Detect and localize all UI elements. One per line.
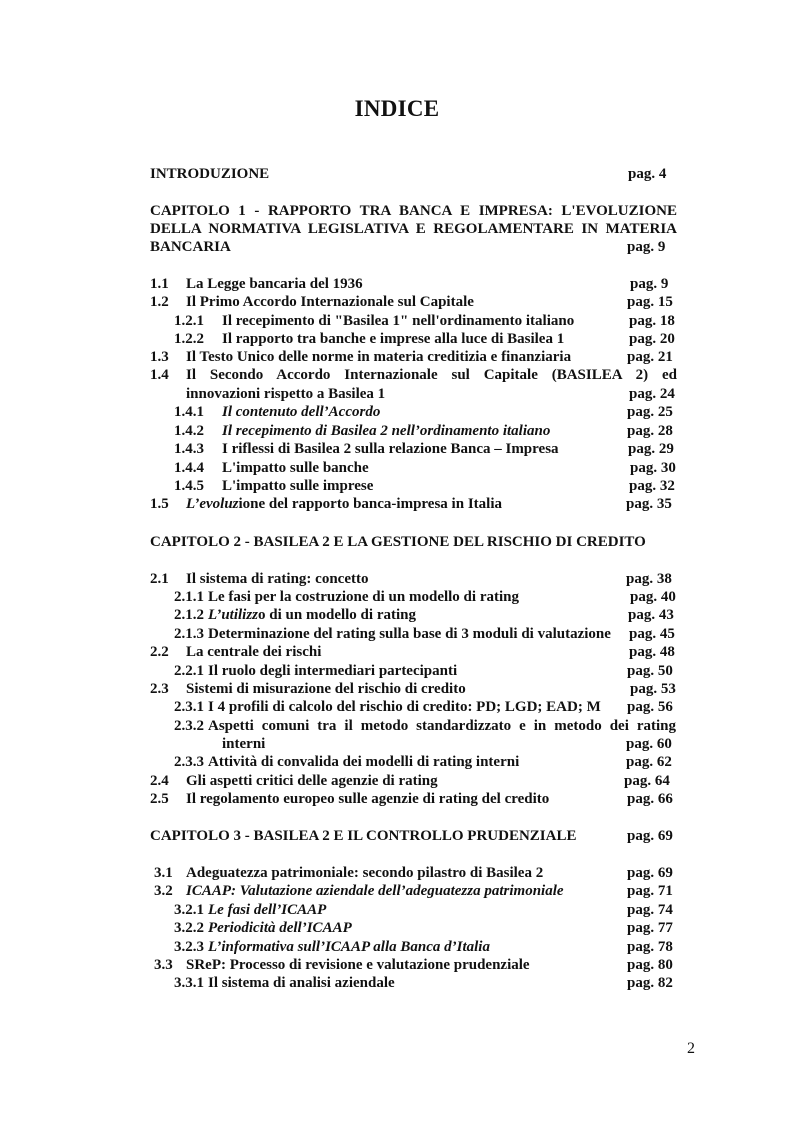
toc-text: L'impatto sulle imprese bbox=[222, 478, 374, 494]
toc-text: Il recepimento di "Basilea 1" nell'ordinamento italiano bbox=[222, 313, 575, 329]
toc-num: 3.3 bbox=[154, 957, 173, 973]
toc-num: 1.2.1 bbox=[174, 313, 204, 329]
toc-page: pag. 60 bbox=[626, 736, 672, 752]
toc-text bbox=[208, 606, 416, 624]
toc-page: pag. 66 bbox=[627, 791, 673, 807]
toc-text: Gli aspetti critici delle agenzie di rating bbox=[186, 773, 438, 789]
toc-text: SReP: Processo di revisione e valutazione prudenziale bbox=[186, 957, 530, 973]
toc-num: 1.1 bbox=[150, 276, 169, 292]
toc-num: 2.3 bbox=[150, 681, 169, 697]
toc-num: 2.1.1 bbox=[174, 589, 204, 605]
toc-page: pag. 21 bbox=[627, 349, 673, 365]
toc-text: Le fasi per la costruzione di un modello di rating bbox=[208, 589, 519, 605]
toc-text: I 4 profili di calcolo del rischio di credito: PD; LGD; EAD; M bbox=[208, 699, 601, 715]
toc-text-rest: ione del rapporto banca-impresa in Italia bbox=[238, 496, 502, 512]
page-title: INDICE bbox=[354, 96, 440, 121]
toc-num: 1.2 bbox=[150, 294, 169, 310]
toc-page: pag. 74 bbox=[627, 902, 673, 918]
toc-num: 1.4.1 bbox=[174, 404, 204, 420]
page-number: 2 bbox=[687, 1040, 695, 1057]
toc-num: 1.4.4 bbox=[174, 460, 204, 476]
toc-num: 2.2 bbox=[150, 644, 169, 660]
toc-num: 1.4.2 bbox=[174, 423, 204, 439]
toc-text: L’informativa sull’ICAAP alla Banca d’Italia bbox=[208, 939, 490, 955]
toc-text bbox=[186, 495, 502, 513]
toc-page: pag. 24 bbox=[629, 386, 675, 402]
toc-text: ICAAP: Valutazione aziendale dell’adeguatezza patrimoniale bbox=[186, 883, 564, 899]
toc-page: pag. 40 bbox=[630, 589, 676, 605]
toc-text-italic: L’utilizz bbox=[208, 607, 259, 623]
toc-page: pag. 69 bbox=[627, 865, 673, 881]
toc-page: pag. 29 bbox=[628, 441, 674, 457]
toc-text: L'impatto sulle banche bbox=[222, 460, 369, 476]
toc-page: pag. 28 bbox=[627, 423, 673, 439]
toc-text: Adeguatezza patrimoniale: secondo pilastro di Basilea 2 bbox=[186, 865, 544, 881]
toc-text: Il sistema di rating: concetto bbox=[186, 571, 369, 587]
toc-page: pag. 30 bbox=[630, 460, 676, 476]
toc-page: pag. 80 bbox=[627, 957, 673, 973]
toc-num: 2.3.3 bbox=[174, 754, 204, 770]
toc-page: pag. 20 bbox=[629, 331, 675, 347]
toc-num: 2.5 bbox=[150, 791, 169, 807]
toc-page: pag. 43 bbox=[628, 607, 674, 623]
toc-num: 2.3.2 bbox=[174, 718, 204, 734]
toc-num: 1.4.3 bbox=[174, 441, 204, 457]
toc-text-italic: L’evoluz bbox=[186, 496, 239, 512]
cap2-heading: CAPITOLO 2 - BASILEA 2 E LA GESTIONE DEL RISCHIO DI CREDITO bbox=[150, 534, 646, 550]
toc-text: I riflessi di Basilea 2 sulla relazione Banca – Impresa bbox=[222, 441, 559, 457]
toc-text: Aspetti comuni tra il metodo standardizzato e in metodo dei rating bbox=[208, 718, 676, 734]
cap1-heading-line1: CAPITOLO 1 - RAPPORTO TRA BANCA E IMPRESA: L'EVOLUZIONE bbox=[150, 203, 677, 219]
intro-label: INTRODUZIONE bbox=[150, 166, 270, 182]
toc-text: Il sistema di analisi aziendale bbox=[208, 975, 395, 991]
toc-text: Le fasi dell’ICAAP bbox=[208, 902, 327, 918]
cap3-page: pag. 69 bbox=[627, 828, 673, 844]
toc-text: La centrale dei rischi bbox=[186, 644, 322, 660]
toc-text-rest: o di un modello di rating bbox=[258, 607, 416, 623]
toc-num: 1.2.2 bbox=[174, 331, 204, 347]
toc-page: pag. 18 bbox=[629, 313, 675, 329]
toc-text: La Legge bancaria del 1936 bbox=[186, 276, 363, 292]
toc-page: pag. 9 bbox=[630, 276, 669, 292]
toc-num: 3.2 bbox=[154, 883, 173, 899]
toc-num: 3.3.1 bbox=[174, 975, 204, 991]
cap1-heading-line2: DELLA NORMATIVA LEGISLATIVA E REGOLAMENTARE IN MATERIA bbox=[150, 221, 677, 237]
toc-page: pag. 56 bbox=[627, 699, 673, 715]
cap1-heading-line3: BANCARIA bbox=[150, 239, 231, 255]
toc-page: pag. 77 bbox=[627, 920, 673, 936]
toc-page: pag. 25 bbox=[627, 404, 673, 420]
toc-text: Sistemi di misurazione del rischio di credito bbox=[186, 681, 466, 697]
toc-num: 3.2.1 bbox=[174, 902, 204, 918]
toc-text: Il rapporto tra banche e imprese alla luce di Basilea 1 bbox=[222, 331, 565, 347]
toc-num: 2.1.3 bbox=[174, 626, 204, 642]
toc-text-cont: innovazioni rispetto a Basilea 1 bbox=[186, 386, 386, 402]
toc-num: 2.3.1 bbox=[174, 699, 204, 715]
toc-num: 3.2.2 bbox=[174, 920, 204, 936]
toc-num: 2.1.2 bbox=[174, 607, 204, 623]
toc-text: Il recepimento di Basilea 2 nell’ordinamento italiano bbox=[222, 423, 551, 439]
toc-text: Il ruolo degli intermediari partecipanti bbox=[208, 663, 458, 679]
toc-text: Il Primo Accordo Internazionale sul Capitale bbox=[186, 294, 474, 310]
toc-page: pag. 48 bbox=[629, 644, 675, 660]
toc-page: pag. 32 bbox=[629, 478, 675, 494]
toc-num: 3.1 bbox=[154, 865, 173, 881]
toc-page: pag. 38 bbox=[626, 571, 672, 587]
intro-page: pag. 4 bbox=[628, 166, 667, 182]
toc-page: pag. 50 bbox=[627, 663, 673, 679]
toc-num: 1.4.5 bbox=[174, 478, 204, 494]
toc-page: pag. 82 bbox=[627, 975, 673, 991]
toc-page: pag. 78 bbox=[627, 939, 673, 955]
toc-num: 1.4 bbox=[150, 367, 169, 383]
toc-page: pag. 15 bbox=[627, 294, 673, 310]
toc-text: Il Secondo Accordo Internazionale sul Capitale (BASILEA 2) ed bbox=[186, 367, 677, 383]
toc-text: Il regolamento europeo sulle agenzie di rating del credito bbox=[186, 791, 550, 807]
toc-num: 2.4 bbox=[150, 773, 169, 789]
toc-num: 2.2.1 bbox=[174, 663, 204, 679]
cap3-heading: CAPITOLO 3 - BASILEA 2 E IL CONTROLLO PRUDENZIALE bbox=[150, 828, 577, 844]
toc-page: pag. 71 bbox=[627, 883, 673, 899]
toc-page: pag. 53 bbox=[630, 681, 676, 697]
toc-text: Periodicità dell’ICAAP bbox=[208, 920, 352, 936]
toc-text: Determinazione del rating sulla base di 3 moduli di valutazione bbox=[208, 626, 611, 642]
toc-text: Attività di convalida dei modelli di rating interni bbox=[208, 754, 520, 770]
toc-num: 2.1 bbox=[150, 571, 169, 587]
toc-page: pag. 45 bbox=[629, 626, 675, 642]
toc-num: 3.2.3 bbox=[174, 939, 204, 955]
toc-page: pag. 62 bbox=[626, 754, 672, 770]
toc-text-cont: interni bbox=[222, 736, 266, 752]
toc-page: pag. 64 bbox=[624, 773, 670, 789]
toc-text: Il Testo Unico delle norme in materia creditizia e finanziaria bbox=[186, 349, 572, 365]
toc-text: Il contenuto dell’Accordo bbox=[222, 404, 381, 420]
cap1-page: pag. 9 bbox=[627, 239, 666, 255]
toc-page: pag. 35 bbox=[626, 496, 672, 512]
toc-num: 1.5 bbox=[150, 496, 169, 512]
toc-num: 1.3 bbox=[150, 349, 169, 365]
